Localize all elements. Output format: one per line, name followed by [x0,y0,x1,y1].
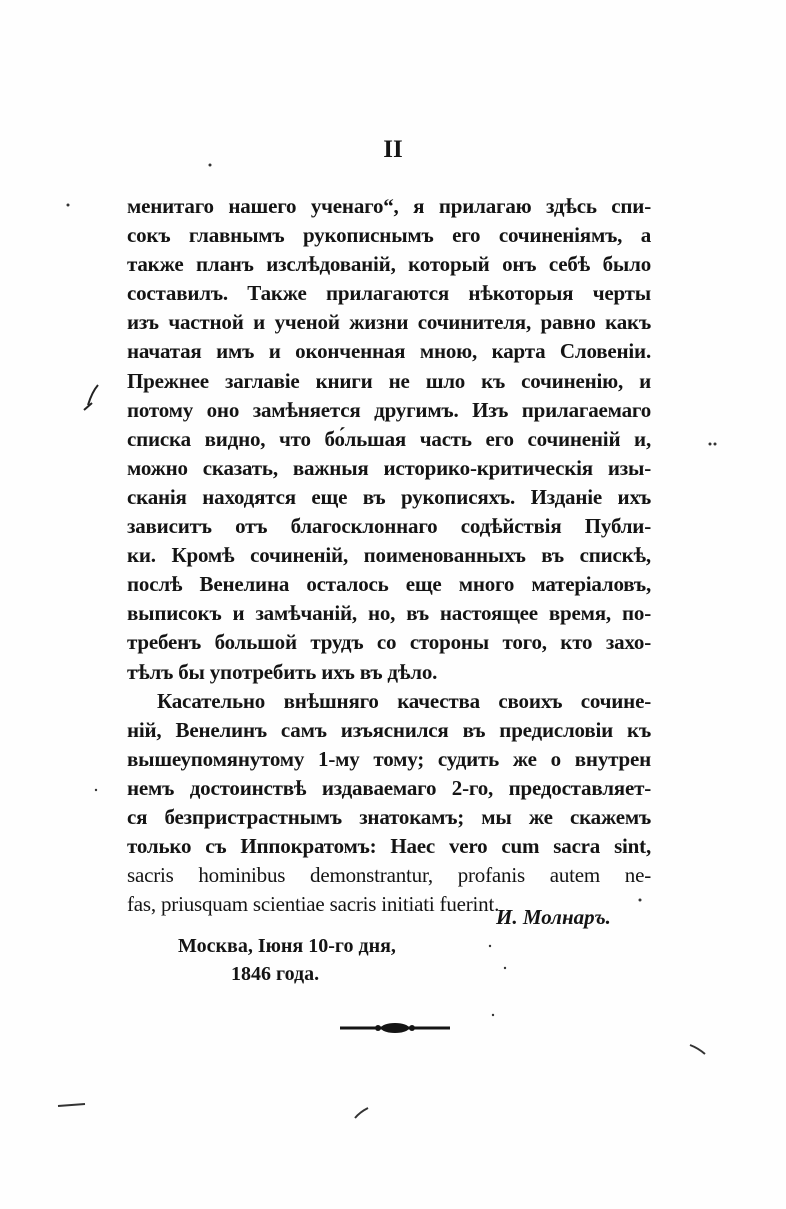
text-line: потому оно замѣняется другимъ. Изъ прилагаемаго [127,397,651,422]
text-line: послѣ Венелина осталось еще много матеріаловъ, [127,572,651,597]
text-line: выписокъ и замѣчаній, но, въ настоящее время, по- [127,601,651,626]
text-line: Касательно внѣшняго качества своихъ сочине- [157,688,651,713]
text-line: Прежнее заглавіе книги не шло къ сочиненію, и [127,368,651,393]
text-line: менитаго нашего ученаго“, я прилагаю здѣсь спи- [127,194,651,218]
page-number: II [383,136,403,163]
text-line: изъ частной и ученой жизни сочинителя, равно какъ [127,310,651,335]
place-date-line2: 1846 года. [231,963,320,985]
text-line: можно сказать, важныя историко-критическія изы- [127,455,651,480]
text-line: вышеупомянутому 1-му тому; судить же о внутрен [127,746,651,771]
signature: И. Молнаръ. [496,905,611,929]
text-line: тѣлъ бы употребить ихъ въ дѣло. [127,659,438,684]
text-line: только съ Иппократомъ: Haec vero cum sacra sint, [127,834,651,859]
text-line: сканія находятся еще въ рукописяхъ. Изданіе ихъ [127,484,651,509]
text-line: ки. Кромѣ сочиненій, поименованныхъ въ спискѣ, [127,543,651,568]
text-line: требенъ большой трудъ со стороны того, кто захо- [127,630,651,655]
text-line: начатая имъ и оконченная мною, карта Словеніи. [127,339,651,364]
text-line: немъ достоинствѣ издаваемаго 2-го, предоставляет- [127,775,651,800]
place-date-line1: Москва, Іюня 10-го дня, [178,935,396,957]
text-line: списка видно, что бо́льшая часть его сочиненій и, [127,426,651,451]
text-line: ній, Венелинъ самъ изъяснился въ предисловіи къ [127,717,651,742]
text-line: fas, priusquam scientiae sacris initiati fuerint. [127,892,500,917]
text-line: также планъ изслѣдованій, который онъ себѣ было [127,252,651,277]
text-line: зависитъ отъ благосклоннаго содѣйствія Публи- [127,514,651,539]
text-line: ся безпристрастнымъ знатокамъ; мы же скажемъ [127,804,651,829]
text-line: сокъ главнымъ рукописнымъ его сочиненіямъ, а [127,223,651,248]
text-line: составилъ. Также прилагаются нѣкоторыя черты [127,281,651,306]
text-line: sacris hominibus demonstrantur, profanis autem ne- [127,863,651,888]
